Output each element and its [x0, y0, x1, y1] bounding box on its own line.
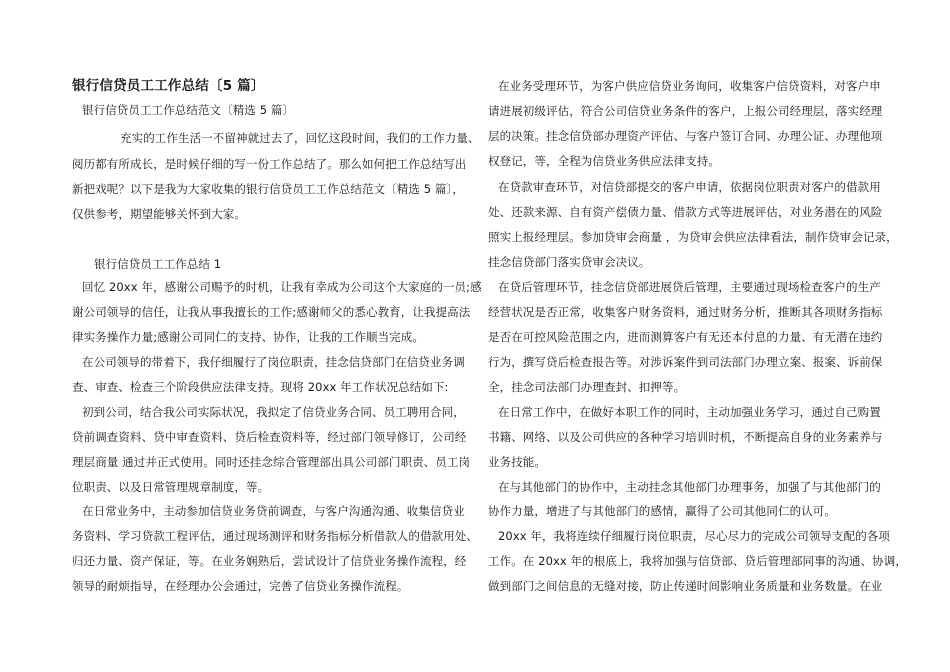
text-line: 查、审查、检查三个阶段供应法律支持。现将 20xx 年工作状况总结如下:: [72, 380, 449, 394]
text-line: 行为，撰写贷后检查报告等。对涉诉案件到司法部门办理立案、报案、诉前保: [488, 355, 883, 369]
text-line: 在日常业务中，主动参加信贷业务贷前调查，与客户沟通沟通、收集信贷业: [82, 504, 465, 518]
text-line: 仅供参考，期望能够关怀到大家。: [72, 207, 246, 221]
text-line: 经营状况是否正常，收集客户财务资料，通过财务分析，推断其各项财务指标: [488, 305, 883, 319]
text-line: 谢公司领导的信任，让我从事我擅长的工作;感谢师父的悉心教育，让我提高法: [72, 305, 471, 319]
text-line: 权登记，等，全程为信贷业务供应法律支持。: [488, 154, 720, 168]
text-line: 新把戏呢？以下是我为大家收集的银行信贷员工工作总结范文〔精选 5 篇〕，: [72, 182, 464, 196]
text-line: 请进展初级评估，符合公司信贷业务条件的客户，上报公司经理层，落实经理: [488, 104, 883, 118]
text-line: 书籍、网络、以及公司供应的各种学习培训时机，不断提高自身的业务素养与: [488, 430, 883, 444]
text-line: 照实上报经理层。参加贷审会商量 ，为贷审会供应法律看法，制作贷审会记录，: [488, 230, 898, 244]
text-line: 是否在可控风险范围之内，进而测算客户有无还本付息的力量、有无潜在违约: [488, 330, 883, 344]
section-heading: 银行信贷员工工作总结 1: [94, 257, 222, 271]
text-line: 20xx 年，我将连续仔细履行岗位职责，尽心尽力的完成公司领导支配的各项: [498, 529, 890, 543]
text-line: 处、还款来源、自有资产偿债力量、借款方式等进展评估，对业务潜在的风险: [488, 205, 883, 219]
text-line: 在贷款审查环节，对信贷部提交的客户申请，依据岗位职责对客户的借款用: [498, 180, 881, 194]
text-line: 在公司领导的带着下，我仔细履行了岗位职责，挂念信贷部门在信贷业务调: [82, 355, 465, 369]
text-line: 在贷后管理环节，挂念信贷部进展贷后管理，主要通过现场检查客户的生产: [498, 280, 881, 294]
text-line: 在业务受理环节，为客户供应信贷业务询问，收集客户信贷资料，对客户申: [498, 79, 881, 93]
text-line: 阅历都有所成长，是时候仔细的写一份工作总结了。那么如何把工作总结写出: [72, 157, 467, 171]
text-line: 挂念信贷部门落实贷审会决议。: [488, 255, 651, 269]
text-line: 位职责、以及日常管理规章制度，等。: [72, 480, 270, 494]
text-line: 领导的耐烦指导，在经理办公会通过，完善了信贷业务操作流程。: [72, 579, 409, 593]
subtitle: 银行信贷员工工作总结范文〔精选 5 篇〕: [82, 103, 295, 117]
text-line: 工作。在 20xx 年的根底上，我将加强与信贷部、贷后管理部同事的沟通、协调，: [488, 554, 907, 568]
document-title: 银行信贷员工工作总结〔5 篇〕: [72, 78, 265, 94]
text-line: 务资料、学习贷款工程评估，通过现场测评和财务指标分析借款人的借款用处、: [72, 529, 478, 543]
text-line: 初到公司，结合我公司实际状况，我拟定了信贷业务合同、员工聘用合同，: [82, 405, 465, 419]
text-line: 充实的工作生活一不留神就过去了，回忆这段时间，我们的工作力量、: [120, 131, 480, 145]
text-line: 层的决策。挂念信贷部办理资产评估、与客户签订合同、办理公证、办理他项: [488, 129, 883, 143]
text-line: 回忆 20xx 年，感谢公司赐予的时机，让我有幸成为公司这个大家庭的一员;感: [82, 280, 482, 294]
text-line: 在日常工作中，在做好本职工作的同时，主动加强业务学习，通过自己购置: [498, 405, 881, 419]
text-line: 协作力量，增进了与其他部门的感情，赢得了公司其他同仁的认可。: [488, 504, 836, 518]
text-line: 做到部门之间信息的无缝对接，防止传递时间影响业务质量和业务数量。在业: [488, 579, 883, 593]
text-line: 归还力量、资产保证，等。在业务娴熟后，尝试设计了信贷业务操作流程，经: [72, 554, 467, 568]
text-line: 律实务操作力量;感谢公司同仁的支持、协作，让我的工作顺当完成。: [72, 330, 424, 344]
text-line: 全，挂念司法部门办理查封、扣押等。: [488, 380, 686, 394]
text-line: 业务技能。: [488, 455, 546, 469]
text-line: 理层商量 通过并正式使用。同时还挂念综合管理部出具公司部门职责、员工岗: [72, 455, 471, 469]
text-line: 在与其他部门的协作中，主动挂念其他部门办理事务，加强了与其他部门的: [498, 480, 881, 494]
text-line: 贷前调查资料、贷中审查资料、贷后检查资料等，经过部门领导修订，公司经: [72, 430, 467, 444]
